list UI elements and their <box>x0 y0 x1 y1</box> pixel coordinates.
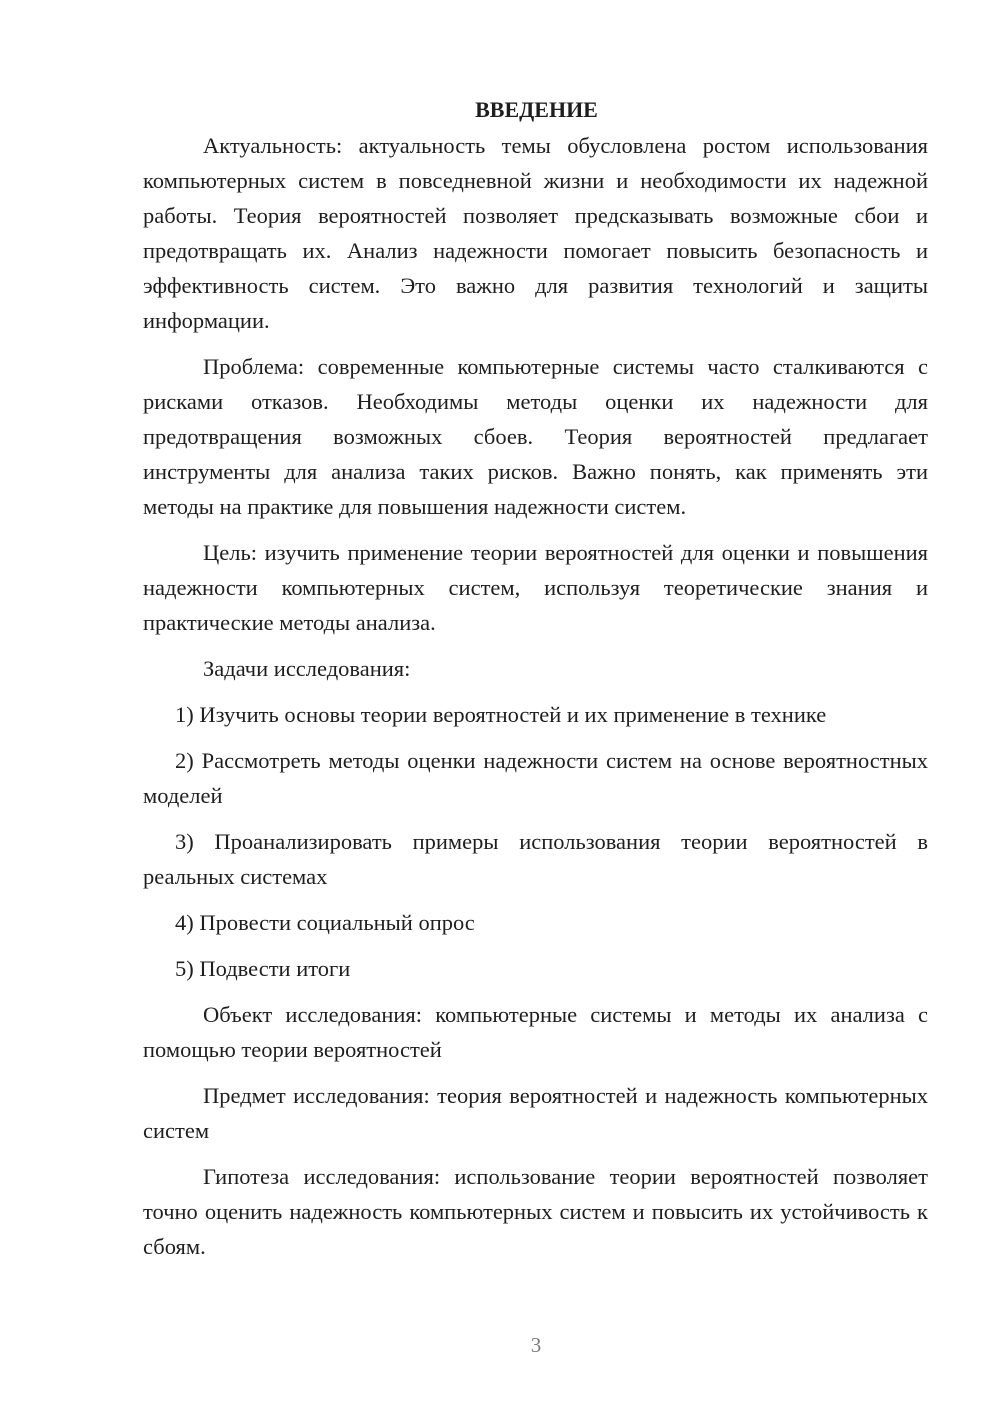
paragraph-problem: Проблема: современные компьютерные системы часто сталкиваются с рисками отказов. Необходимы методы оценки их надежности для предотвращения возможных сбоев. Теория вероятностей предлагает инструменты для анализа таких рисков. Важно понять, как применять эти методы на практике для повышения надежности систем. <box>143 354 928 519</box>
tasks-list <box>143 697 928 986</box>
paragraph-tasks-heading: Задачи исследования: <box>203 656 411 681</box>
task-item: 3) Проанализировать примеры использования теории вероятностей в реальных системах <box>143 829 928 889</box>
paragraph-object: Объект исследования: компьютерные системы и методы их анализа с помощью теории вероятностей <box>143 1002 928 1062</box>
task-item: 5) Подвести итоги <box>175 956 351 981</box>
task-item: 2) Рассмотреть методы оценки надежности систем на основе вероятностных моделей <box>143 748 928 808</box>
paragraph-relevance: Актуальность: актуальность темы обусловлена ростом использования компьютерных систем в повседневной жизни и необходимости их надежной работы. Теория вероятностей позволяет предсказывать возможные сбои и предотвращать их. Анализ надежности помогает повысить безопасность и эффективность систем. Это важно для развития технологий и защиты информации. <box>143 133 928 333</box>
task-item: 1) Изучить основы теории вероятностей и их применение в технике <box>175 702 827 727</box>
task-item: 4) Провести социальный опрос <box>175 910 475 935</box>
page-number: 3 <box>530 1333 542 1357</box>
page-content <box>143 92 928 1275</box>
paragraph-goal: Цель: изучить применение теории вероятностей для оценки и повышения надежности компьютерных систем, используя теоретические знания и практические методы анализа. <box>143 540 928 635</box>
paragraph-subject: Предмет исследования: теория вероятностей и надежность компьютерных систем <box>143 1083 928 1143</box>
paragraph-hypothesis: Гипотеза исследования: использование теории вероятностей позволяет точно оценить надежность компьютерных систем и повысить их устойчивость к сбоям. <box>143 1164 928 1259</box>
section-title: ВВЕДЕНИЕ <box>475 97 598 122</box>
